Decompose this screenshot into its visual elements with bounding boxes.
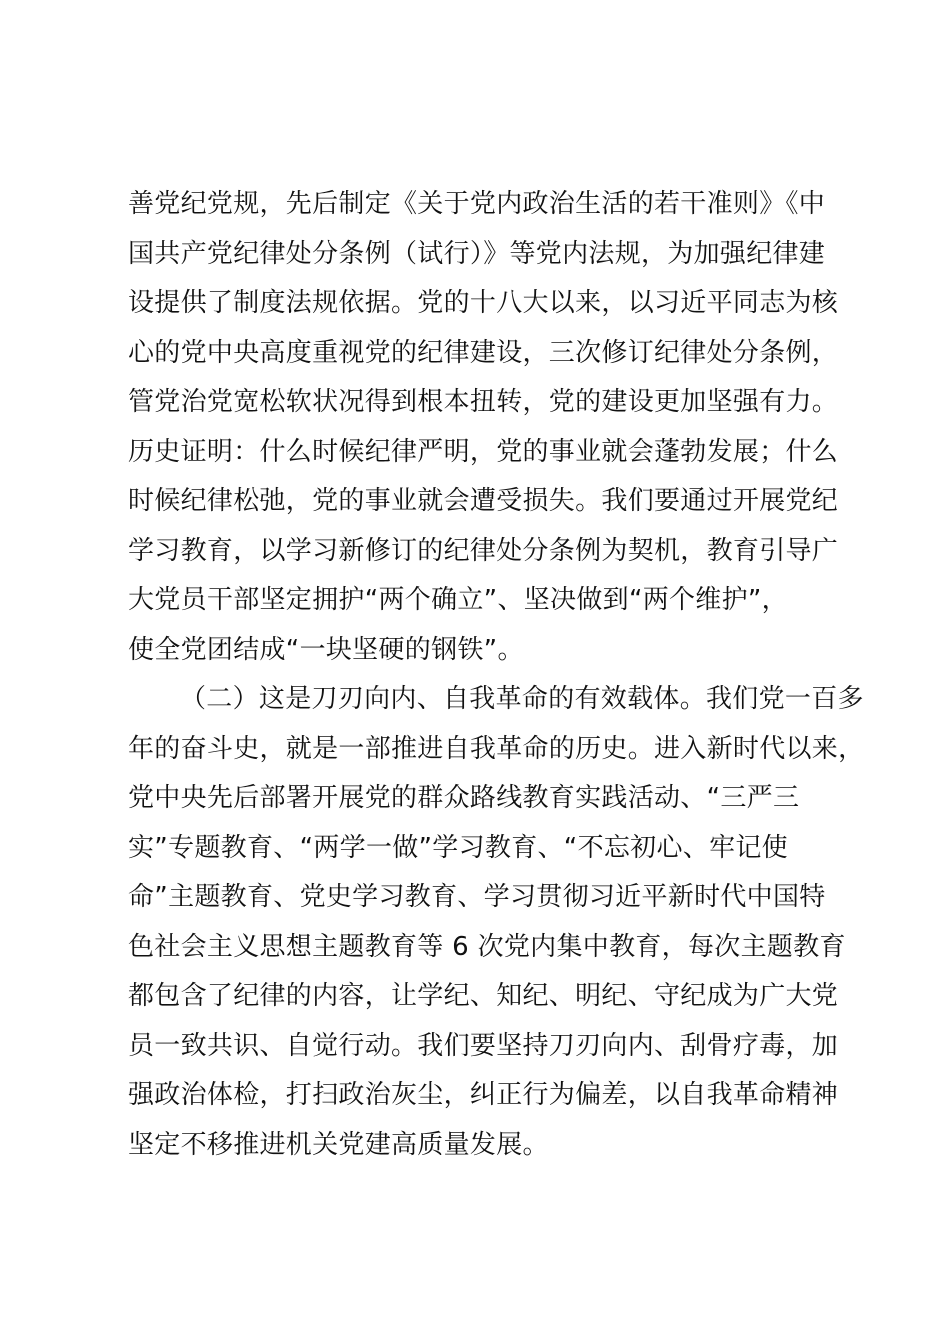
text-line: 使全党团结成“一块坚硬的钢铁”。: [128, 634, 524, 665]
text-line: 心的党中央高度重视党的纪律建设，三次修订纪律处分条例，: [128, 337, 839, 368]
text-line: 色社会主义思想主题教育等 6 次党内集中教育，每次主题教育: [128, 931, 846, 962]
text-line: 员一致共识、自觉行动。我们要坚持刀刃向内、刮骨疗毒，加: [128, 1030, 839, 1061]
text-line: 历史证明：什么时候纪律严明，党的事业就会蓬勃发展；什么: [128, 436, 839, 467]
text-line: 善党纪党规，先后制定《关于党内政治生活的若干准则》《中: [128, 189, 826, 219]
text-line: 时候纪律松弛，党的事业就会遭受损失。我们要通过开展党纪: [128, 486, 839, 516]
text-line: 强政治体检，打扫政治灰尘，纠正行为偏差，以自我革命精神: [128, 1080, 839, 1110]
text-line: 大党员干部坚定拥护“两个确立”、坚决做到“两个维护”，: [128, 585, 788, 615]
section-heading-line: （二）这是刀刃向内、自我革命的有效载体。我们党一百多: [180, 684, 864, 714]
text-line: 设提供了制度法规依据。党的十八大以来，以习近平同志为核: [128, 288, 839, 318]
text-line: 实”专题教育、“两学一做”学习教育、“不忘初心、牢记使: [128, 832, 788, 863]
text-line: 坚定不移推进机关党建高质量发展。: [128, 1129, 549, 1160]
text-line: 管党治党宽松软状况得到根本扭转，党的建设更加坚强有力。: [128, 387, 839, 417]
text-line: 学习教育，以学习新修订的纪律处分条例为契机，教育引导广: [128, 535, 839, 566]
text-line: 都包含了纪律的内容，让学纪、知纪、明纪、守纪成为广大党: [128, 981, 839, 1011]
text-line: 党中央先后部署开展党的群众路线教育实践活动、“三严三: [128, 783, 800, 813]
text-line: 国共产党纪律处分条例（试行）》等党内法规，为加强纪律建: [128, 238, 826, 269]
body-text: [128, 180, 865, 1170]
text-line: 年的奋斗史，就是一部推进自我革命的历史。进入新时代以来，: [128, 733, 865, 764]
text-line: 命”主题教育、党史学习教育、学习贯彻习近平新时代中国特: [128, 882, 826, 912]
